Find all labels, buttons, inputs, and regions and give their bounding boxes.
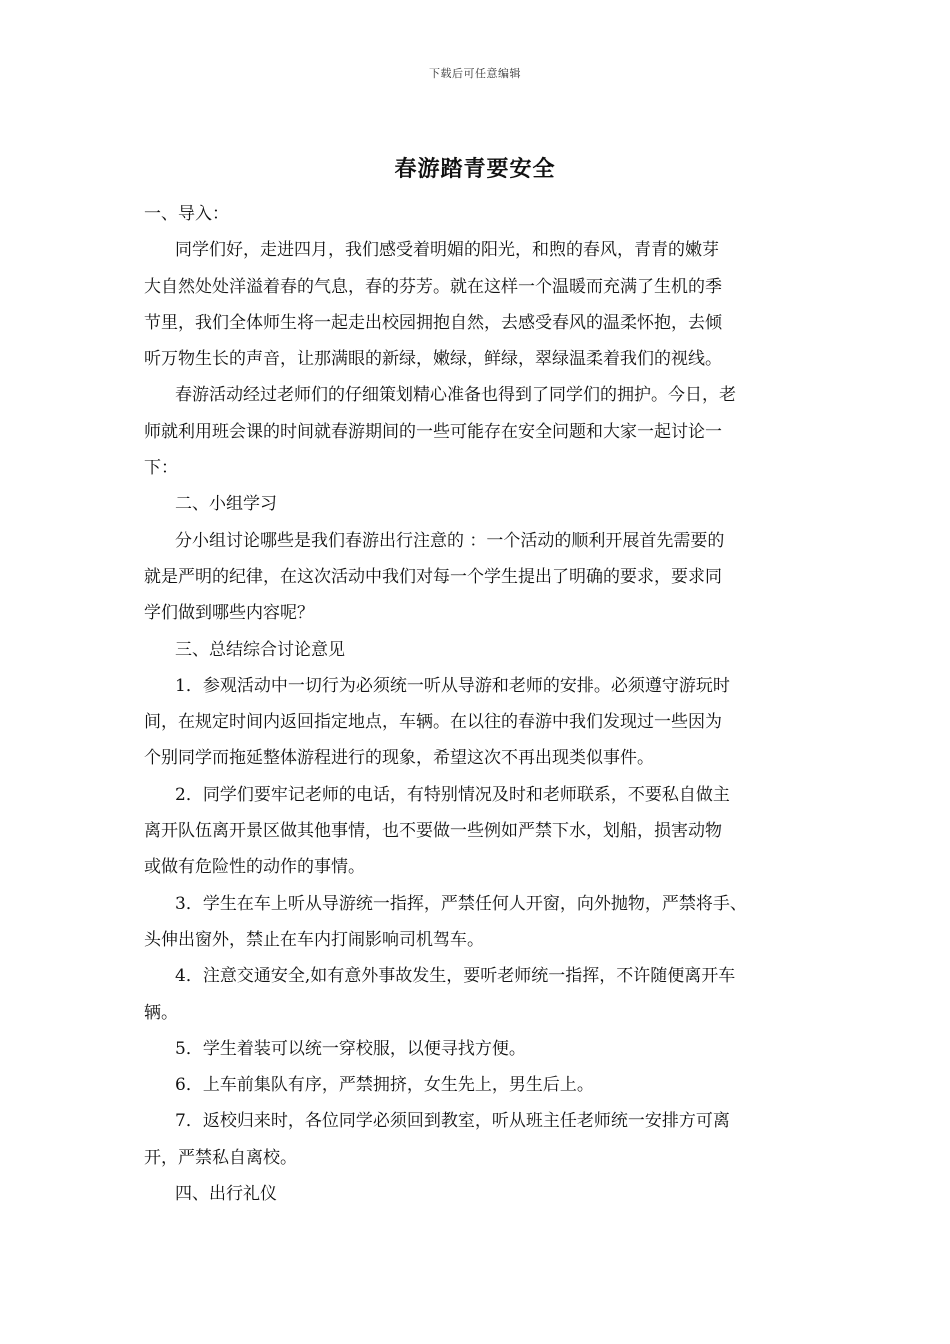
list-item-line: 或做有危险性的动作的事情。 xyxy=(144,857,365,878)
list-item-line: 4．注意交通安全,如有意外事故发生，要听老师统一指挥，不许随便离开车 xyxy=(175,966,736,987)
paragraph-line: 就是严明的纪律，在这次活动中我们对每一个学生提出了明确的要求，要求同 xyxy=(144,566,722,587)
list-item-line: 个别同学而拖延整体游程进行的现象，希望这次不再出现类似事件。 xyxy=(144,748,654,769)
paragraph-line: 同学们好，走进四月，我们感受着明媚的阳光，和煦的春风，青青的嫩芽 xyxy=(175,240,719,261)
paragraph-line: 师就利用班会课的时间就春游期间的一些可能存在安全问题和大家一起讨论一 xyxy=(144,421,722,442)
paragraph-line: 听万物生长的声音，让那满眼的新绿，嫩绿，鲜绿，翠绿温柔着我们的视线。 xyxy=(144,349,722,370)
document-body xyxy=(144,196,812,1212)
section-heading-summary: 三、总结综合讨论意见 xyxy=(175,639,345,660)
paragraph-line: 春游活动经过老师们的仔细策划精心准备也得到了同学们的拥护。今日，老 xyxy=(175,385,736,406)
section-heading-intro: 一、导入： xyxy=(144,204,229,224)
paragraph-line: 分小组讨论哪些是我们春游出行注意的 ：一个活动的顺利开展首先需要的 xyxy=(175,530,725,551)
list-item-line: 7．返校归来时，各位同学必须回到教室，听从班主任老师统一安排方可离 xyxy=(175,1111,730,1132)
list-item-line: 头伸出窗外，禁止在车内打闹影响司机驾车。 xyxy=(144,929,484,950)
list-item-line: 2．同学们要牢记老师的电话，有特别情况及时和老师联系，不要私自做主 xyxy=(175,784,730,805)
list-item-line: 开，严禁私自离校。 xyxy=(144,1147,297,1168)
paragraph-line: 学们做到哪些内容呢？ xyxy=(144,603,314,624)
section-heading-group-study: 二、小组学习 xyxy=(175,494,277,515)
paragraph-line: 下： xyxy=(144,458,178,479)
list-item-line: 1．参观活动中一切行为必须统一听从导游和老师的安排。必须遵守游玩时 xyxy=(175,675,730,696)
list-item-line: 5．学生着装可以统一穿校服，以便寻找方便。 xyxy=(175,1038,526,1059)
paragraph-line: 大自然处处洋溢着春的气息，春的芬芳。就在这样一个温暖而充满了生机的季 xyxy=(144,276,722,297)
document-title: 春游踏青要安全 xyxy=(394,156,556,182)
list-item-line: 离开队伍离开景区做其他事情，也不要做一些例如严禁下水，划船，损害动物 xyxy=(144,821,722,842)
paragraph-line: 节里，我们全体师生将一起走出校园拥抱自然，去感受春风的温柔怀抱，去倾 xyxy=(144,312,722,333)
list-item-line: 辆。 xyxy=(144,1002,178,1023)
section-heading-etiquette: 四、出行礼仪 xyxy=(175,1184,277,1205)
list-item-line: 3．学生在车上听从导游统一指挥，严禁任何人开窗，向外抛物，严禁将手、 xyxy=(175,893,747,914)
list-item-line: 6．上车前集队有序，严禁拥挤，女生先上，男生后上。 xyxy=(175,1075,594,1096)
header-note: 下载后可任意编辑 xyxy=(429,67,521,80)
list-item-line: 间，在规定时间内返回指定地点，车辆。在以往的春游中我们发现过一些因为 xyxy=(144,712,722,733)
